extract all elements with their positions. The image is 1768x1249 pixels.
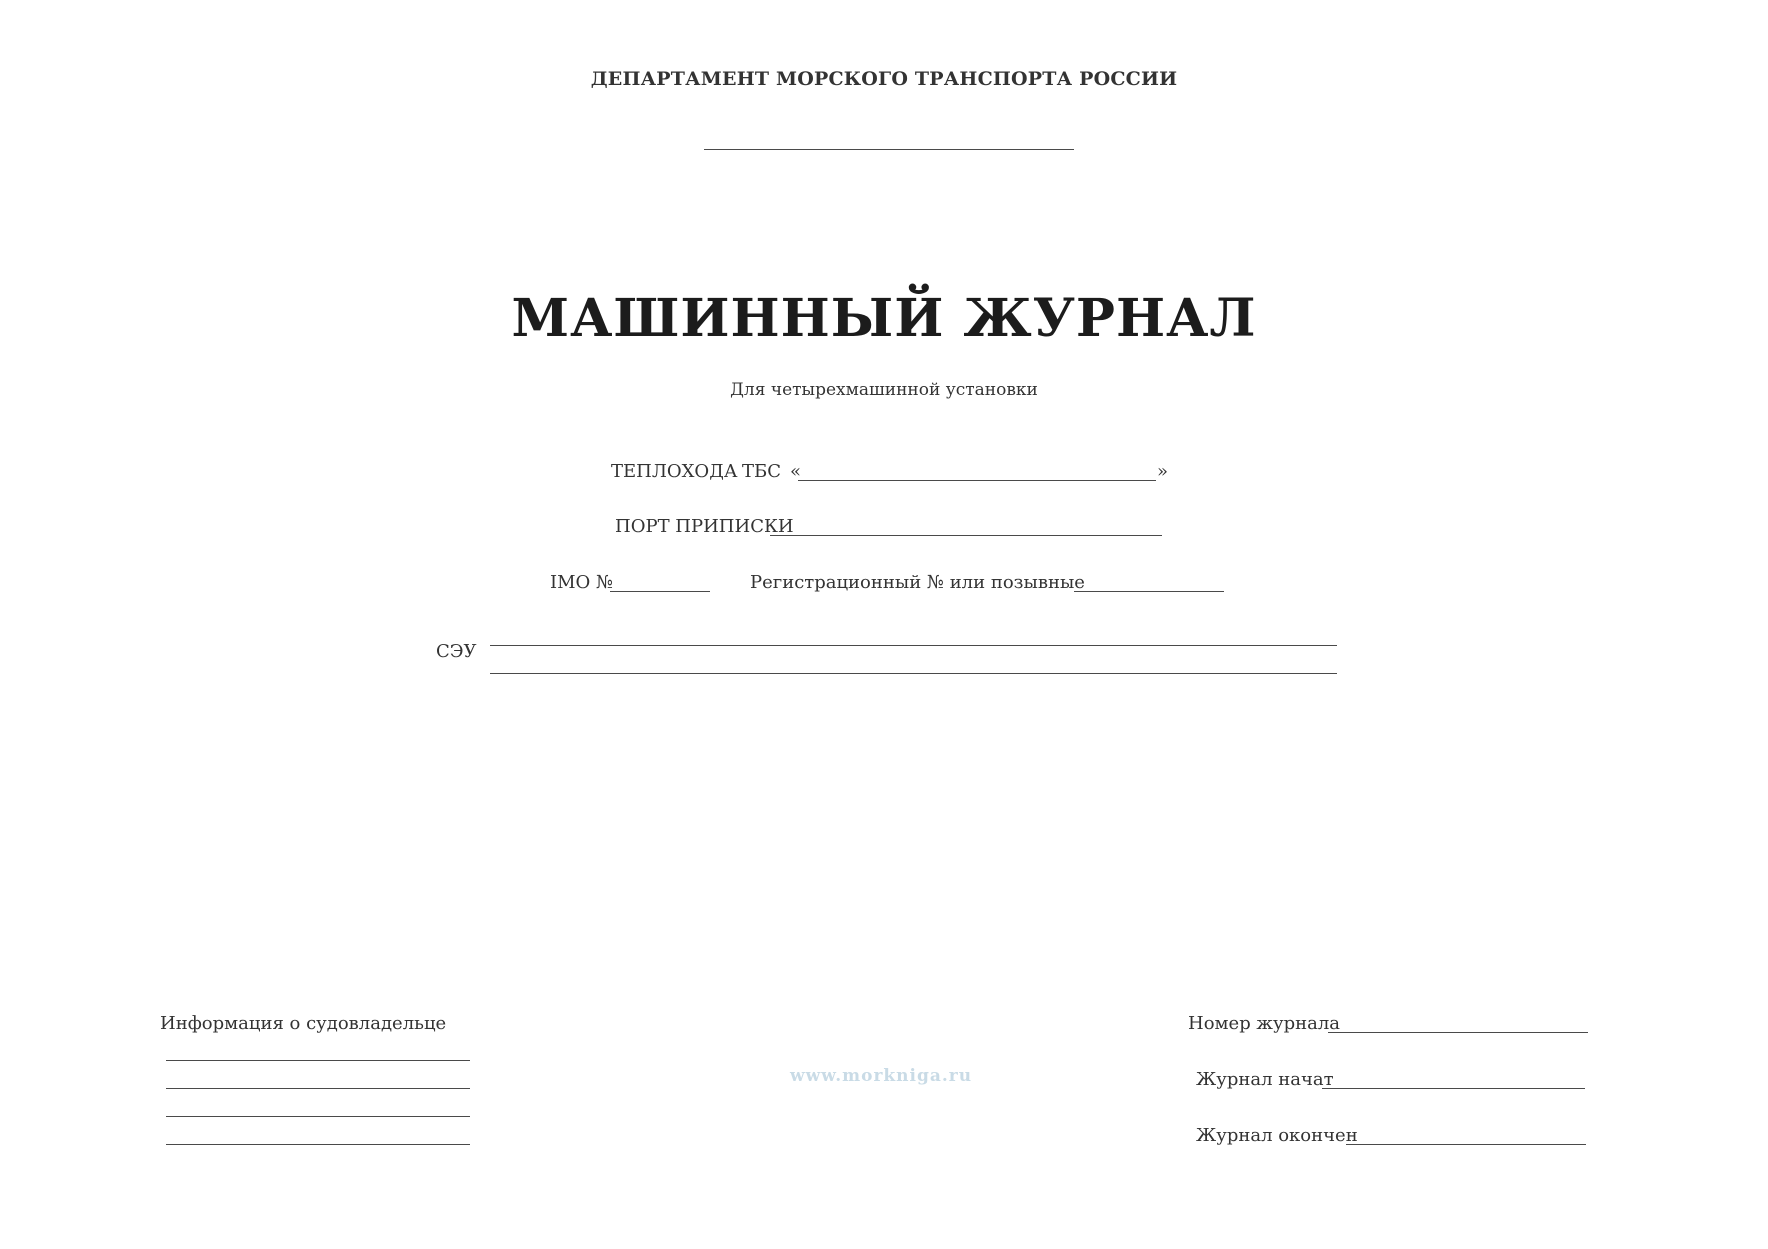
- owner-blank-4[interactable]: [166, 1144, 470, 1145]
- registration-label: Регистрационный № или позывные: [750, 572, 1085, 593]
- journal-started-blank[interactable]: [1322, 1088, 1585, 1089]
- page-title: МАШИННЫЙ ЖУРНАЛ: [511, 288, 1257, 349]
- vessel-prefix: ТБС: [742, 461, 782, 482]
- vessel-label: ТЕПЛОХОДА: [611, 461, 738, 482]
- owner-blank-1[interactable]: [166, 1060, 470, 1061]
- owner-blank-3[interactable]: [166, 1116, 470, 1117]
- journal-ended-blank[interactable]: [1346, 1144, 1586, 1145]
- imo-label: IMO №: [550, 572, 614, 593]
- port-label: ПОРТ ПРИПИСКИ: [615, 516, 794, 537]
- header-underline: [704, 149, 1074, 150]
- vessel-quote-close: »: [1157, 461, 1169, 482]
- seu-label: СЭУ: [436, 641, 477, 662]
- journal-number-blank[interactable]: [1328, 1032, 1588, 1033]
- seu-blank-2[interactable]: [490, 673, 1337, 674]
- owner-info-label: Информация о судовладельце: [160, 1013, 447, 1034]
- vessel-quote-open: «: [790, 461, 802, 482]
- owner-blank-2[interactable]: [166, 1088, 470, 1089]
- registration-blank[interactable]: [1074, 591, 1224, 592]
- vessel-name-blank[interactable]: [798, 480, 1156, 481]
- seu-blank-1[interactable]: [490, 645, 1337, 646]
- watermark-text: www.morkniga.ru: [790, 1066, 973, 1086]
- department-header: ДЕПАРТАМЕНТ МОРСКОГО ТРАНСПОРТА РОССИИ: [590, 68, 1178, 90]
- imo-blank[interactable]: [610, 591, 710, 592]
- journal-number-label: Номер журнала: [1188, 1013, 1340, 1034]
- journal-started-label: Журнал начат: [1196, 1069, 1334, 1090]
- page-subtitle: Для четырехмашинной установки: [730, 380, 1038, 400]
- port-blank[interactable]: [770, 535, 1162, 536]
- journal-ended-label: Журнал окончен: [1196, 1125, 1358, 1146]
